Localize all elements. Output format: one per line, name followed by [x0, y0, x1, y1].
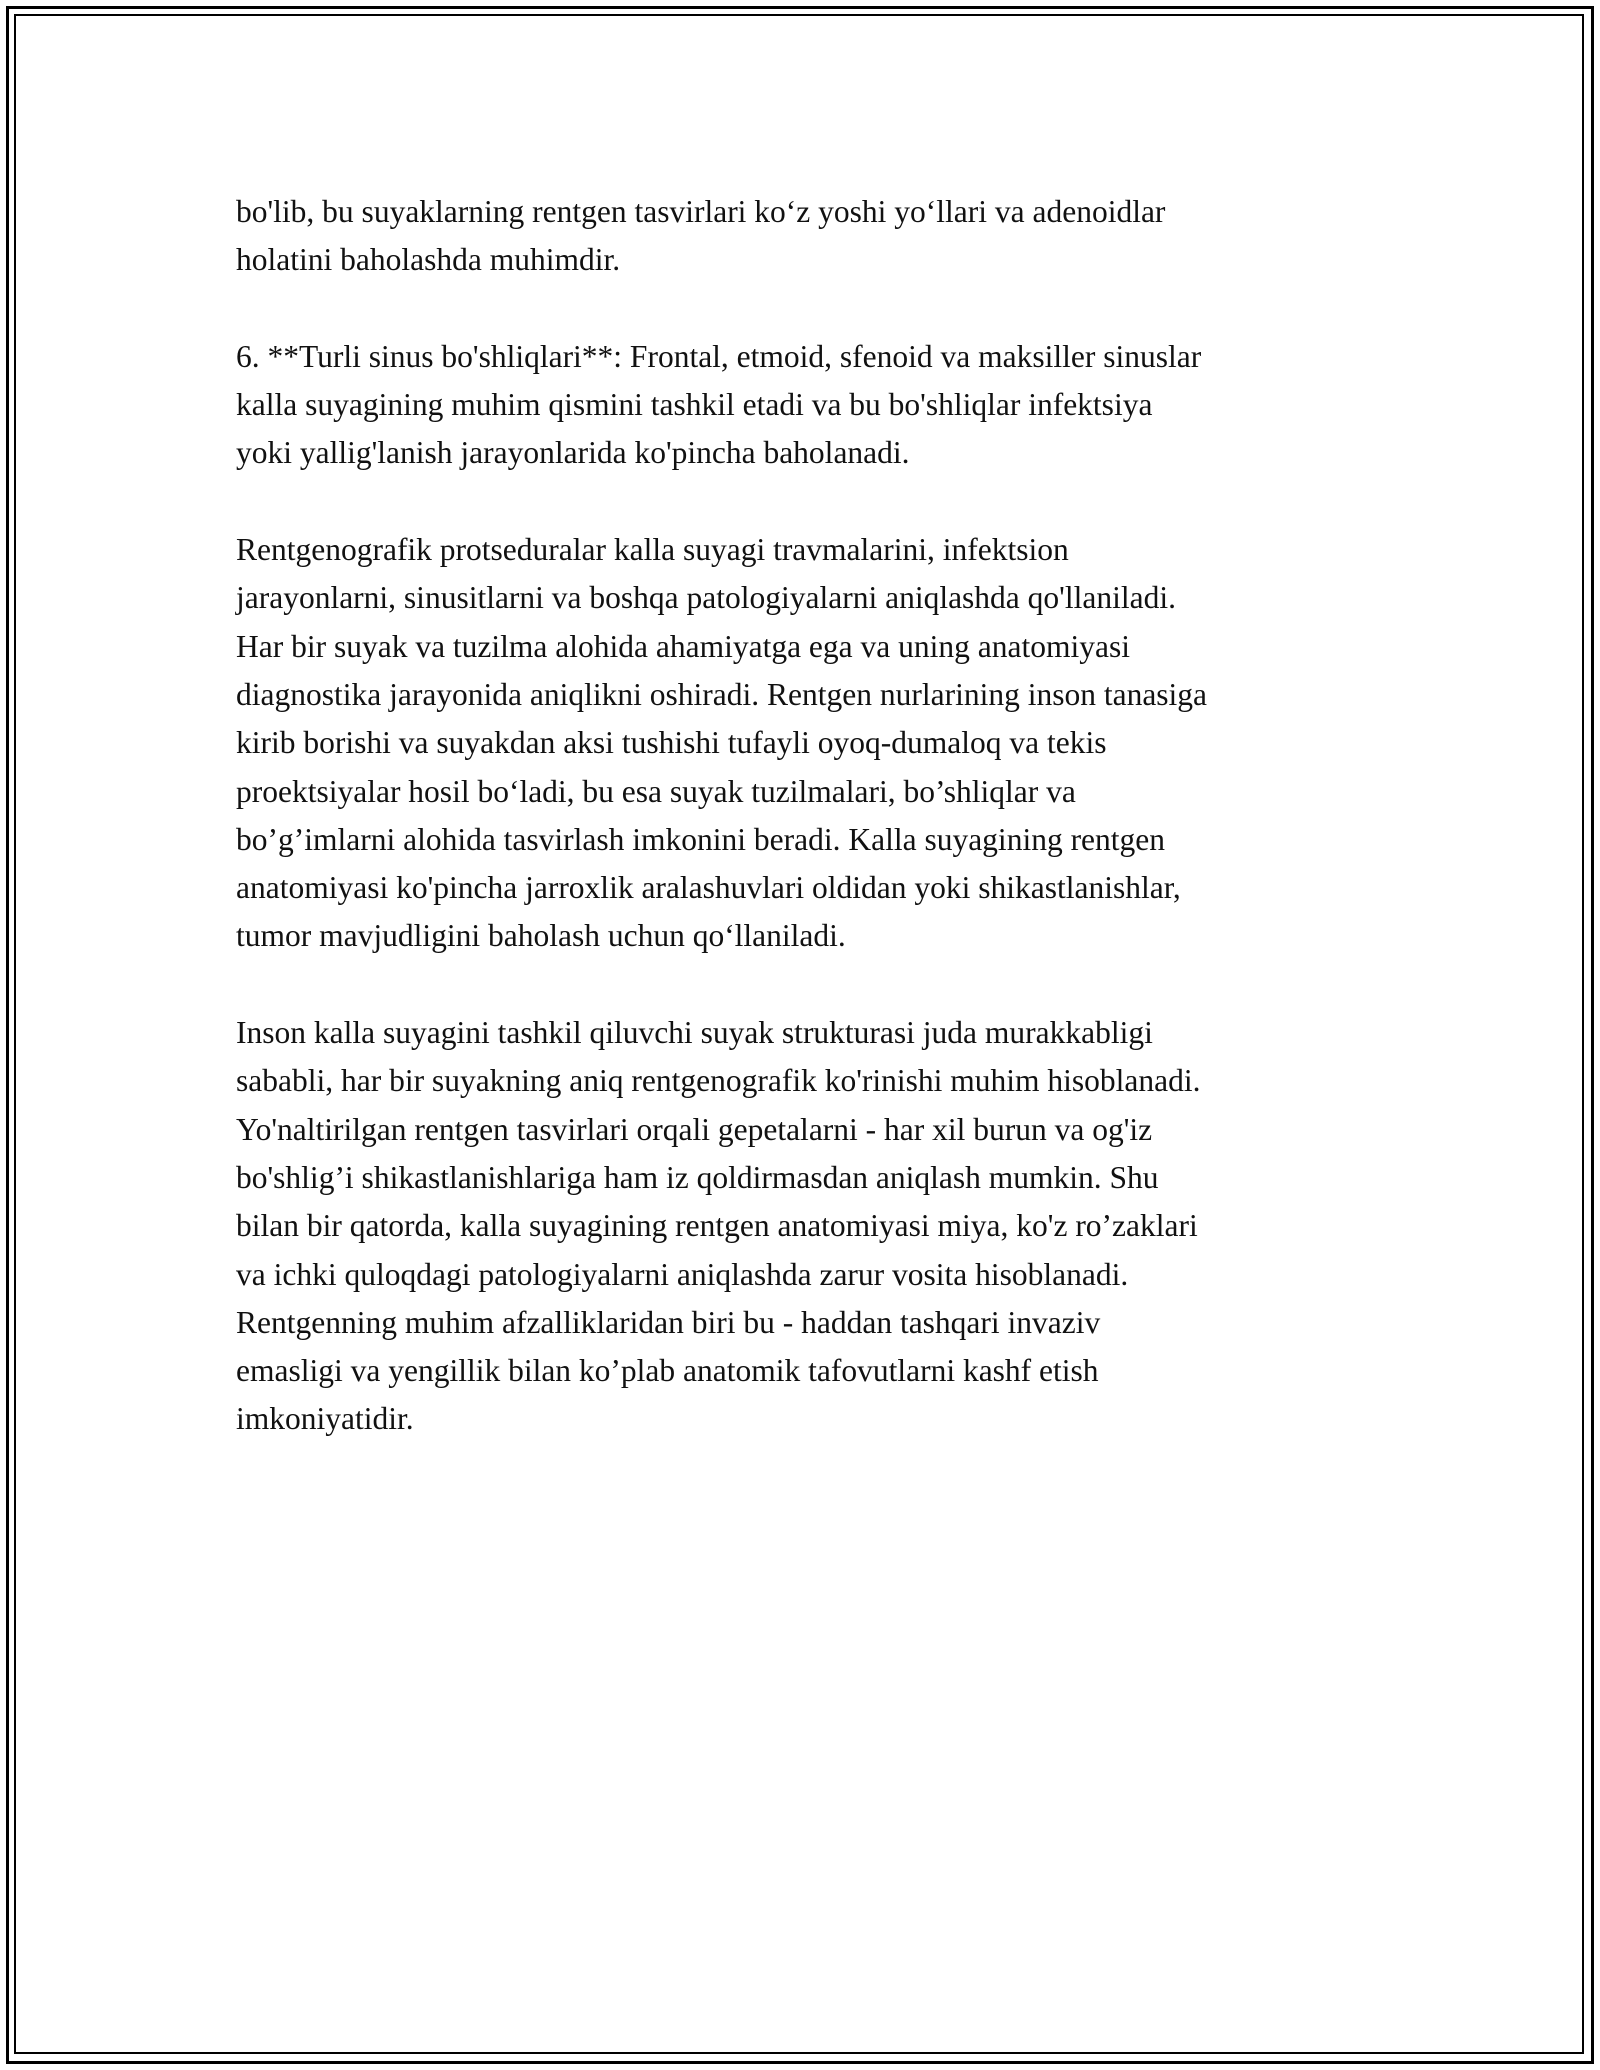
text-line: yoki yallig'lanish jarayonlarida ko'pincha baholanadi.: [236, 435, 910, 471]
text-line: kirib borishi va suyakdan aksi tushishi tufayli oyoq-dumaloq va tekis: [236, 725, 1107, 761]
text-line: kalla suyagining muhim qismini tashkil etadi va bu bo'shliqlar infektsiya: [236, 387, 1153, 423]
paragraph-1: [236, 188, 1386, 285]
text-line: imkoniyatidir.: [236, 1401, 414, 1437]
text-line: bilan bir qatorda, kalla suyagining rentgen anatomiyasi miya, ko'z ro’zaklari: [236, 1208, 1198, 1244]
paragraph-2: [236, 333, 1386, 478]
text-line: emasligi va yengillik bilan ko’plab anatomik tafovutlarni kashf etish: [236, 1353, 1099, 1389]
text-line: Inson kalla suyagini tashkil qiluvchi suyak strukturasi juda murakkabligi: [236, 1015, 1153, 1051]
text-line: Har bir suyak va tuzilma alohida ahamiyatga ega va uning anatomiyasi: [236, 628, 1130, 664]
text-line: bo’g’imlarni alohida tasvirlash imkonini beradi. Kalla suyagining rentgen: [236, 821, 1166, 857]
text-line: bo'shlig’i shikastlanishlariga ham iz qoldirmasdan aniqlash mumkin. Shu: [236, 1159, 1159, 1195]
text-line: sababli, har bir suyakning aniq rentgenografik ko'rinishi muhim hisoblanadi.: [236, 1063, 1201, 1099]
text-line: 6. **Turli sinus bo'shliqlari**: Frontal, etmoid, sfenoid va maksiller sinuslar: [236, 338, 1202, 374]
text-line: va ichki quloqdagi patologiyalarni aniqlashda zarur vosita hisoblanadi.: [236, 1256, 1129, 1292]
text-line: Rentgenografik protseduralar kalla suyagi travmalarini, infektsion: [236, 532, 1069, 568]
text-line: Yo'naltirilgan rentgen tasvirlari orqali gepetalarni - har xil burun va og'iz: [236, 1111, 1153, 1147]
text-line: proektsiyalar hosil bo‘ladi, bu esa suyak tuzilmalari, bo’shliqlar va: [236, 773, 1076, 809]
text-line: tumor mavjudligini baholash uchun qo‘llaniladi.: [236, 918, 846, 954]
text-line: jarayonlarni, sinusitlarni va boshqa patologiyalarni aniqlashda qo'llaniladi.: [236, 580, 1176, 616]
text-line: diagnostika jarayonida aniqlikni oshiradi. Rentgen nurlarining inson tanasiga: [236, 676, 1208, 712]
document-body: [236, 188, 1386, 1492]
text-line: anatomiyasi ko'pincha jarroxlik aralashuvlari oldidan yoki shikastlanishlar,: [236, 870, 1181, 906]
paragraph-3: [236, 526, 1386, 961]
text-line: bo'lib, bu suyaklarning rentgen tasvirlari ko‘z yoshi yo‘llari va adenoidlar: [236, 194, 1166, 229]
text-line: Rentgenning muhim afzalliklaridan biri bu - haddan tashqari invaziv: [236, 1304, 1101, 1340]
text-line: holatini baholashda muhimdir.: [236, 242, 621, 278]
paragraph-4: [236, 1009, 1386, 1444]
